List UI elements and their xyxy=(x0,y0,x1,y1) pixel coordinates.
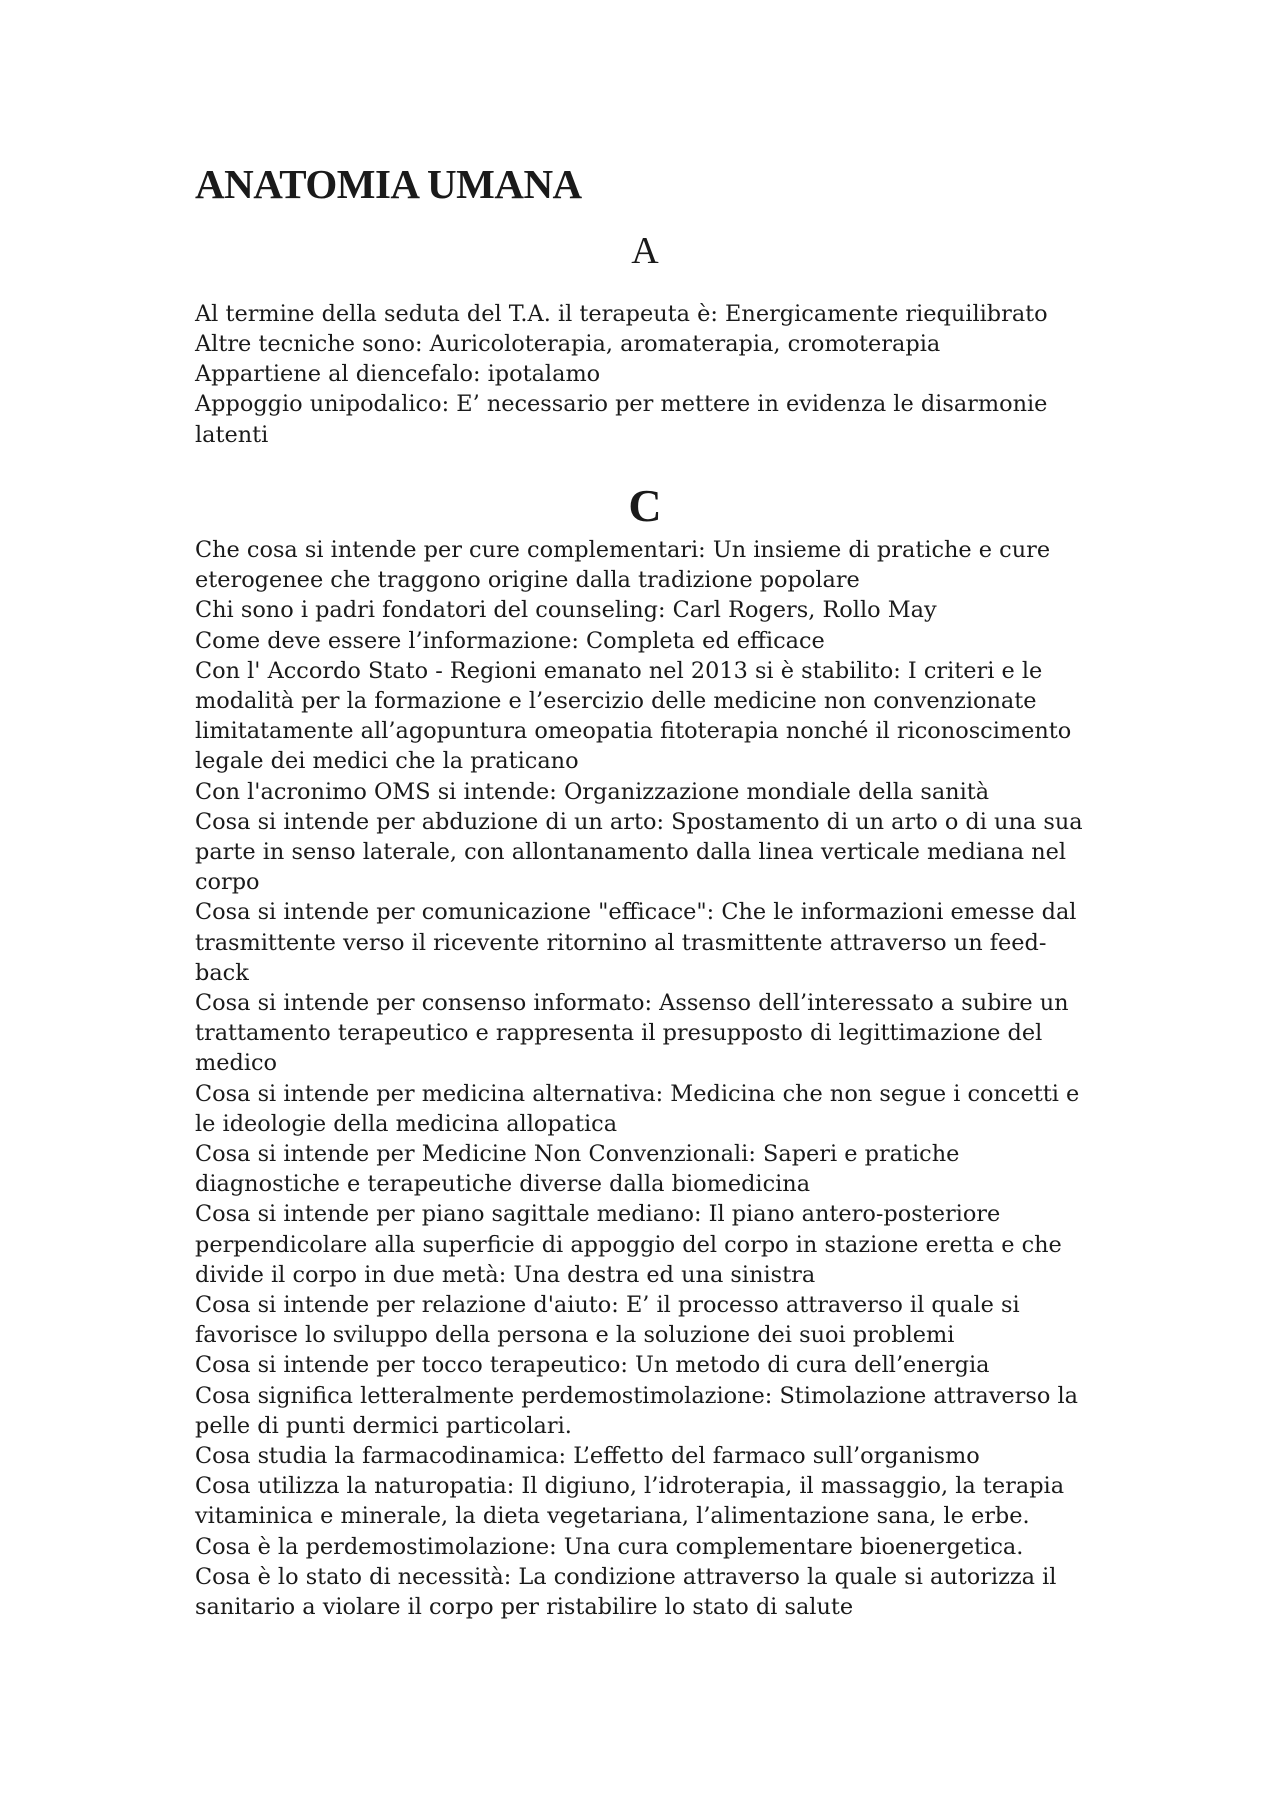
entry: Cosa si intende per tocco terapeutico: Un metodo di cura dell’energia xyxy=(195,1352,990,1379)
entry: Con l'acronimo OMS si intende: Organizzazione mondiale della sanità xyxy=(195,778,990,805)
entry: Cosa si intende per medicina alternativa: Medicina che non segue i concetti e le ideologie della medicina allopatica xyxy=(195,1080,1080,1137)
entry: Appartiene al diencefalo: ipotalamo xyxy=(195,361,601,388)
entry: Chi sono i padri fondatori del counseling: Carl Rogers, Rollo May xyxy=(195,597,937,624)
entry: Con l' Accordo Stato - Regioni emanato nel 2013 si è stabilito: I criteri e le modalità per la formazione e l’esercizio delle medicine non convenzionate limitatamente all’agopuntura omeopatia fitoterapia nonché il riconoscimento legale dei medici che la praticano xyxy=(195,657,1072,775)
entry: Come deve essere l’informazione: Completa ed efficace xyxy=(195,627,825,654)
entry: Che cosa si intende per cure complementari: Un insieme di pratiche e cure eterogenee che traggono origine dalla tradizione popolare xyxy=(195,536,1051,594)
entry: Cosa si intende per relazione d'aiuto: E’ il processo attraverso il quale si favorisce lo sviluppo della persona e la soluzione dei suoi problemi xyxy=(195,1292,1020,1349)
entry: Altre tecniche sono: Auricoloterapia, aromaterapia, cromoterapia xyxy=(195,330,941,357)
section-a-entries xyxy=(195,299,1095,450)
entry: Cosa si intende per piano sagittale mediano: Il piano antero-posteriore perpendicolare alla superficie di appoggio del corpo in stazione eretta e che divide il corpo in due metà: Una destra ed una sinistra xyxy=(195,1201,1062,1288)
entry: Cosa è lo stato di necessità: La condizione attraverso la quale si autorizza il sanitario a violare il corpo per ristabilire lo stato di salute xyxy=(195,1563,1057,1621)
entry: Appoggio unipodalico: E’ necessario per mettere in evidenza le disarmonie latenti xyxy=(195,391,1048,448)
section-c-entries xyxy=(195,535,1095,1622)
entry: Cosa significa letteralmente perdemostimolazione: Stimolazione attraverso la pelle di punti dermici particolari. xyxy=(195,1382,1078,1439)
entry: Cosa si intende per Medicine Non Convenzionali: Saperi e pratiche diagnostiche e terapeutiche diverse dalla biomedicina xyxy=(195,1141,960,1198)
document-page xyxy=(195,150,1095,1622)
document-title: ANATOMIA UMANA xyxy=(195,161,582,207)
entry: Cosa si intende per comunicazione "efficace": Che le informazioni emesse dal trasmittente verso il ricevente ritornino al trasmittente attraverso un feed-back xyxy=(195,899,1077,986)
entry: Cosa studia la farmacodinamica: L’effetto del farmaco sull’organismo xyxy=(195,1443,980,1470)
entry: Cosa si intende per abduzione di un arto: Spostamento di un arto o di una sua parte in senso laterale, con allontanamento dalla linea verticale mediana nel corpo xyxy=(195,808,1083,896)
entry: Cosa è la perdemostimolazione: Una cura complementare bioenergetica. xyxy=(195,1533,1024,1560)
entry: Cosa utilizza la naturopatia: Il digiuno, l’idroterapia, il massaggio, la terapia vitaminica e minerale, la dieta vegetariana, l’alimentazione sana, le erbe. xyxy=(195,1473,1065,1530)
section-heading-c: C xyxy=(628,479,662,531)
section-heading-a: A xyxy=(631,230,659,273)
entry: Cosa si intende per consenso informato: Assenso dell’interessato a subire un trattamento terapeutico e rappresenta il presupposto di legittimazione del medico xyxy=(195,990,1069,1077)
entry: Al termine della seduta del T.A. il terapeuta è: Energicamente riequilibrato xyxy=(195,300,1048,327)
